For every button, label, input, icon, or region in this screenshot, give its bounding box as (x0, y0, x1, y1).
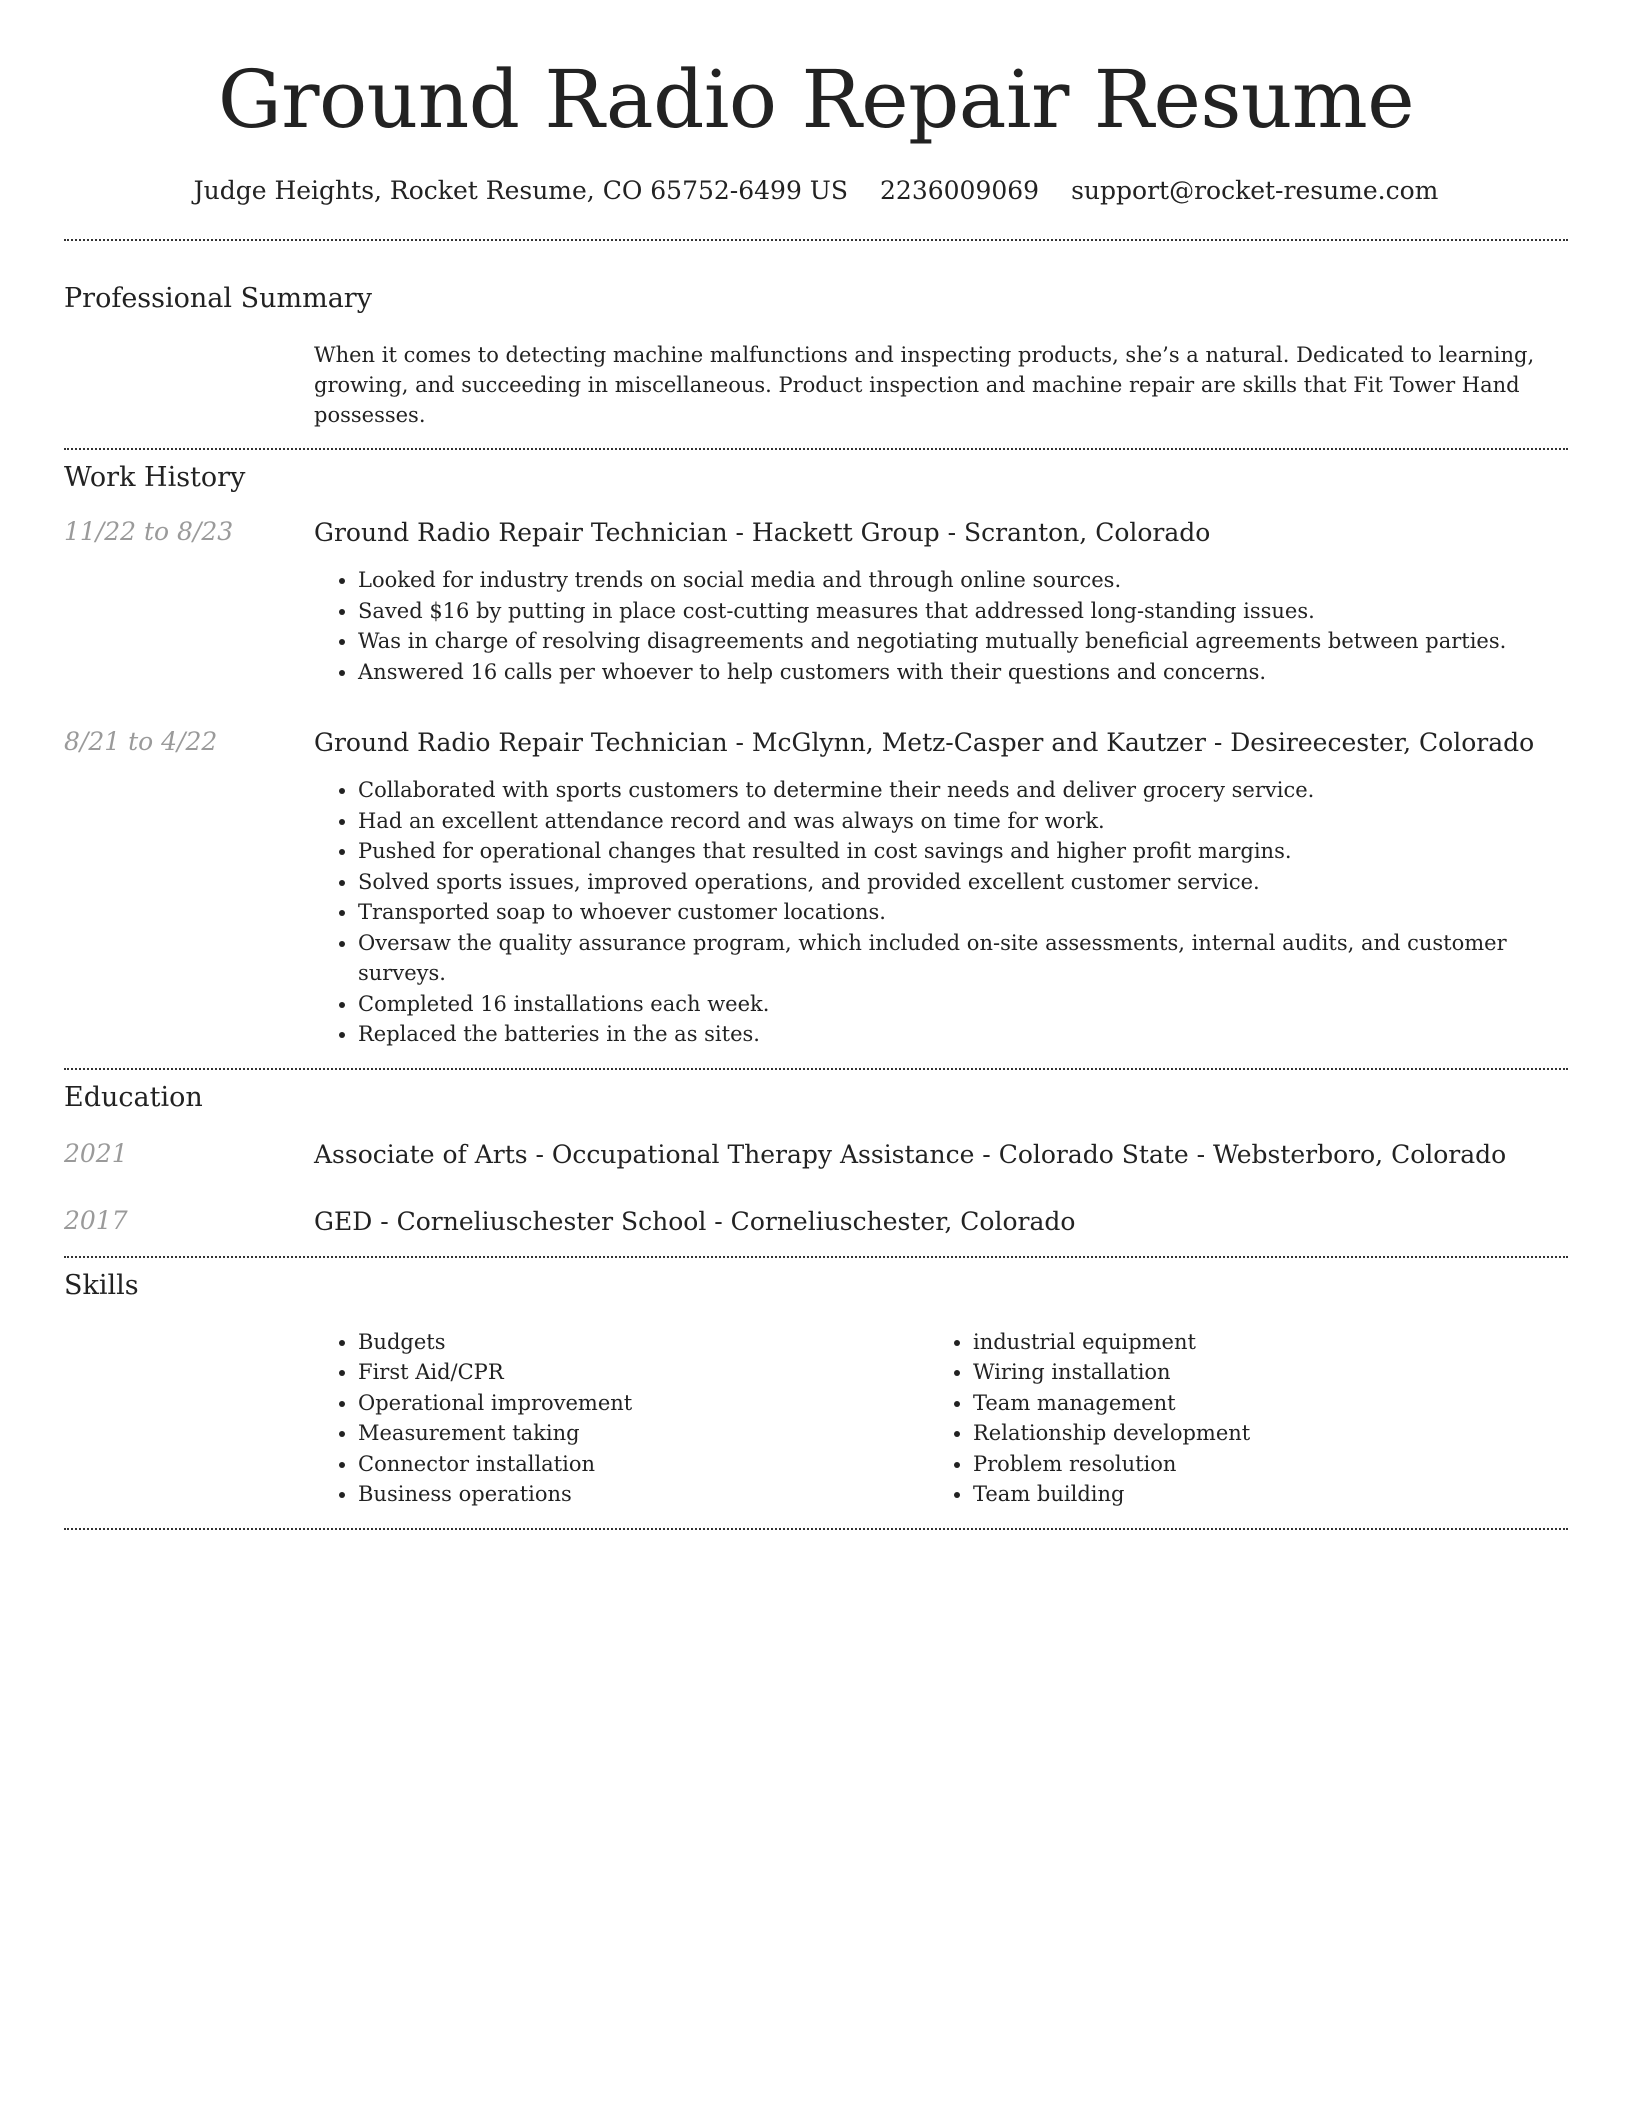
list-item: • First Aid/CPR (358, 1357, 929, 1388)
education-heading: Education (64, 1081, 203, 1113)
job-entry (64, 517, 1568, 687)
list-item: • Replaced the batteries in the as sites. (358, 1019, 1568, 1050)
list-item: • Looked for industry trends on social media and through online sources. (358, 565, 1568, 596)
skills-row (64, 1327, 1568, 1510)
list-item: • Team building (973, 1479, 1544, 1510)
list-item: • industrial equipment (973, 1327, 1544, 1358)
summary-text: When it comes to detecting machine malfunctions and inspecting products, she’s a natural. Dedicated to learning, growing, and succeeding in miscellaneous. Product inspection and machine repair are skills that Fit Tower Hand possesses. (314, 343, 1535, 427)
list-item: • Relationship development (973, 1418, 1544, 1449)
list-item: • Oversaw the quality assurance program, which included on-site assessments, internal audits, and customer surveys. (358, 928, 1568, 989)
job-bullets (314, 565, 1568, 687)
job-title: Ground Radio Repair Technician - Hackett Group - Scranton, Colorado (314, 518, 1211, 547)
divider (64, 239, 1568, 241)
resume-page (64, 0, 1568, 1530)
list-item: • Team management (973, 1388, 1544, 1419)
list-item: • Completed 16 installations each week. (358, 989, 1568, 1020)
job-dates: 8/21 to 4/22 (64, 727, 218, 756)
education-text: Associate of Arts - Occupational Therapy Assistance - Colorado State - Websterboro, Colorado (314, 1139, 1507, 1169)
list-item: • Operational improvement (358, 1388, 929, 1419)
list-item: • Pushed for operational changes that resulted in cost savings and higher profit margins. (358, 836, 1568, 867)
skills-heading: Skills (64, 1269, 139, 1301)
education-entry (64, 1139, 1568, 1171)
divider (64, 1528, 1568, 1530)
summary-row (64, 340, 1568, 430)
job-dates: 11/22 to 8/23 (64, 517, 234, 546)
list-item: • Wiring installation (973, 1357, 1544, 1388)
contact-phone: 2236009069 (880, 176, 1040, 205)
contact-line (64, 176, 1568, 205)
job-title: Ground Radio Repair Technician - McGlynn, Metz-Casper and Kautzer - Desireecester, Colorado (314, 728, 1535, 757)
education-year: 2021 (64, 1138, 128, 1168)
skills-list-left (314, 1327, 929, 1510)
education-entry (64, 1206, 1568, 1238)
divider (64, 1256, 1568, 1258)
list-item: • Had an excellent attendance record and was always on time for work. (358, 806, 1568, 837)
skills-list-right (929, 1327, 1544, 1510)
list-item: • Solved sports issues, improved operations, and provided excellent customer service. (358, 867, 1568, 898)
divider (64, 448, 1568, 450)
list-item: • Transported soap to whoever customer locations. (358, 897, 1568, 928)
list-item: • Answered 16 calls per whoever to help customers with their questions and concerns. (358, 657, 1568, 688)
list-item: • Saved $16 by putting in place cost-cutting measures that addressed long-standing issues. (358, 596, 1568, 627)
contact-address: Judge Heights, Rocket Resume, CO 65752-6499 US (193, 176, 849, 205)
divider (64, 1068, 1568, 1070)
list-item: • Problem resolution (973, 1449, 1544, 1480)
list-item: • Collaborated with sports customers to determine their needs and deliver grocery service. (358, 775, 1568, 806)
contact-email: support@rocket-resume.com (1071, 176, 1439, 205)
work-heading: Work History (64, 462, 246, 493)
skills-grid (314, 1327, 1568, 1510)
list-item: • Measurement taking (358, 1418, 929, 1449)
education-text: GED - Corneliuschester School - Corneliuschester, Colorado (314, 1206, 1076, 1236)
job-entry (64, 727, 1568, 1050)
job-bullets (314, 775, 1568, 1050)
resume-title: Ground Radio Repair Resume (217, 53, 1415, 146)
list-item: • Budgets (358, 1327, 929, 1358)
list-item: • Business operations (358, 1479, 929, 1510)
list-item: • Was in charge of resolving disagreements and negotiating mutually beneficial agreements between parties. (358, 626, 1568, 657)
education-year: 2017 (64, 1205, 128, 1235)
list-item: • Connector installation (358, 1449, 929, 1480)
summary-heading: Professional Summary (64, 283, 372, 314)
